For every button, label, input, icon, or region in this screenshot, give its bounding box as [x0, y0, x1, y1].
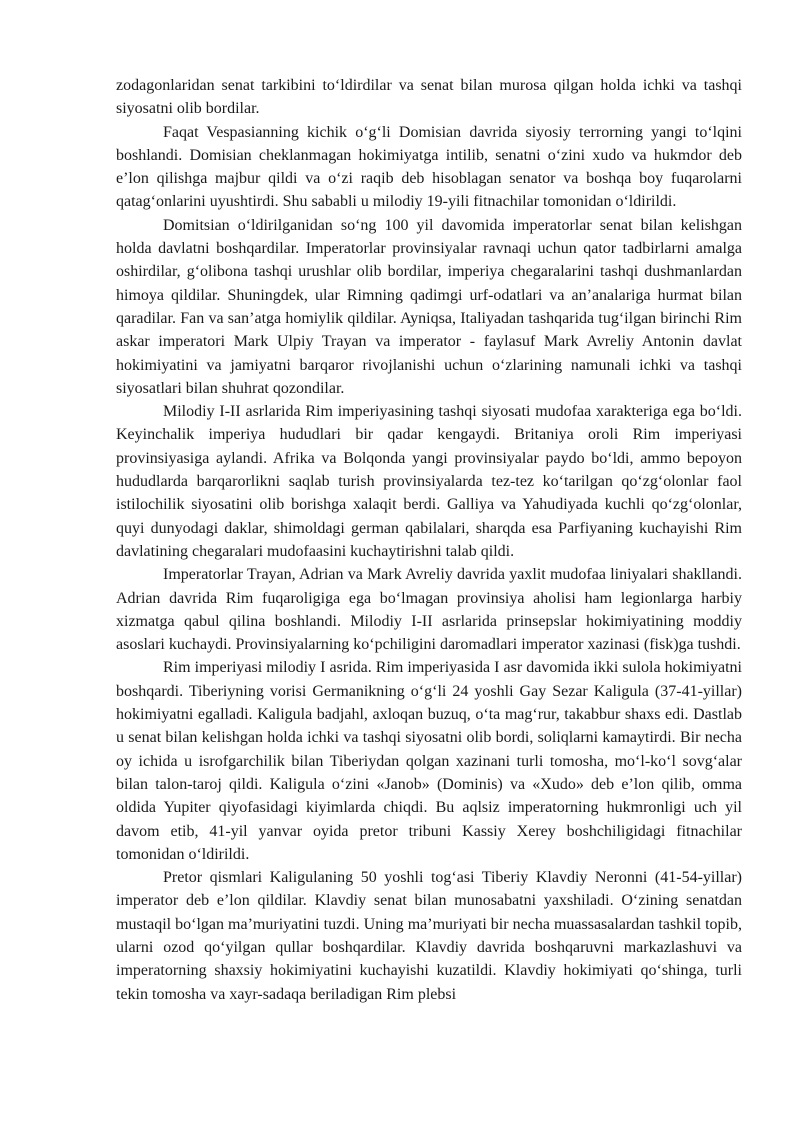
paragraph-7: Pretor qismlari Kaligulaning 50 yoshli tog‘asi Tiberiy Klavdiy Neronni (41-54-yillar) imperator deb e’lon qildilar. Klavdiy senat bilan munosabatni yaxshiladi. O‘zining senatdan mustaqil bo‘lgan ma’muriyatini tuzdi. Uning ma’muriyati bir necha muassasalardan tashkil topib, ularni ozod qo‘yilgan qullar boshqardilar. Klavdiy davrida boshqaruvni markazlashuvi va imperatorning shaxsiy hokimiyatini kuchayishi kuzatildi. Klavdiy hokimiyati qo‘shinga, turli tekin tomosha va xayr-sadaqa beriladigan Rim plebsi — [116, 869, 742, 1003]
paragraph-2: Faqat Vespasianning kichik o‘g‘li Domisian davrida siyosiy terrorning yangi to‘lqini boshlandi. Domisian cheklanmagan hokimiyatga intilib, senatni o‘zini xudo va hukmdor deb e’lon qilishga majbur qildi va o‘zi raqib deb hisoblagan senator va boshqa boy fuqarolarni qatag‘onlarini uyushtirdi. Shu sababli u milodiy 19-yili fitnachilar tomonidan o‘ldirildi. — [116, 123, 742, 211]
document-page — [116, 74, 742, 1006]
paragraph-3: Domitsian o‘ldirilganidan so‘ng 100 yil davomida imperatorlar senat bilan kelishgan holda davlatni boshqardilar. Imperatorlar provinsiyalar ravnaqi uchun qator tadbirlarni amalga oshirdilar, g‘olibona tashqi urushlar olib bordilar, imperiya chegaralarini tashqi dushmanlardan himoya qildilar. Shuningdek, ular Rimning qadimgi urf-odatlari va an’analariga hurmat bilan qaradilar. Fan va san’atga homiylik qildilar. Ayniqsa, Italiyadan tashqarida tug‘ilgan birinchi Rim askar imperatori Mark Ulpiy Trayan va imperator - faylasuf Mark Avreliy Antonin davlat hokimiyatini va jamiyatni barqaror rivojlanishi uchun o‘zlarining namunali ichki va tashqi siyosatlari bilan shuhrat qozondilar. — [116, 216, 742, 397]
paragraph-5: Imperatorlar Trayan, Adrian va Mark Avreliy davrida yaxlit mudofaa liniyalari shakllandi. Adrian davrida Rim fuqaroligiga ega bo‘lmagan provinsiya aholisi ham legionlarga harbiy xizmatga qabul qilina boshlandi. Milodiy I-II asrlarida prinsepslar hokimiyatining moddiy asoslari kuchaydi. Provinsiyalarning ko‘pchiligini daromadlari imperator xazinasi (fisk)ga tushdi. — [116, 566, 742, 654]
paragraph-4: Milodiy I-II asrlarida Rim imperiyasining tashqi siyosati mudofaa xarakteriga ega bo‘ldi. Keyinchalik imperiya hududlari bir qadar kengaydi. Britaniya oroli Rim imperiyasi provinsiyasiga aylandi. Afrika va Bolqonda yangi provinsiyalar paydo bo‘ldi, ammo bepoyon hududlarda barqarorlikni saqlab turish provinsiyalarda tez-tez ko‘tarilgan qo‘zg‘olonlar faol istilochilik siyosatini olib borishga xalaqit berdi. Galliya va Yahudiyada kuchli qo‘zg‘olonlar, quyi dunyodagi daklar, shimoldagi german qabilalari, sharqda esa Parfiyaning kuchayishi Rim davlatining chegaralari mudofaasini kuchaytirishni talab qildi. — [116, 403, 742, 560]
paragraph-6: Rim imperiyasi milodiy I asrida. Rim imperiyasida I asr davomida ikki sulola hokimiyatni boshqardi. Tiberiyning vorisi Germanikning o‘g‘li 24 yoshli Gay Sezar Kaligula (37-41-yillar) hokimiyatni egalladi. Kaligula badjahl, axloqan buzuq, o‘ta mag‘rur, takabbur shaxs edi. Dastlab u senat bilan kelishgan holda ichki va tashqi siyosatni olib bordi, soliqlarni kamaytirdi. Bir necha oy ichida u isrofgarchilik bilan Tiberiydan qolgan xazinani turli tomosha, mo‘l-ko‘l sovg‘alar bilan talon-taroj qildi. Kaligula o‘zini «Janob» (Dominis) va «Xudo» deb e’lon qilib, omma oldida Yupiter qiyofasidagi kiyimlarda chiqdi. Bu aqlsiz imperatorning hukmronligi uch yil davom etib, 41-yil yanvar oyida pretor tribuni Kassiy Xerey boshchiligidagi fitnachilar tomonidan o‘ldirildi. — [116, 659, 742, 863]
paragraph-1: zodagonlaridan senat tarkibini to‘ldirdilar va senat bilan murosa qilgan holda ichki va tashqi siyosatni olib bordilar. — [116, 77, 742, 118]
